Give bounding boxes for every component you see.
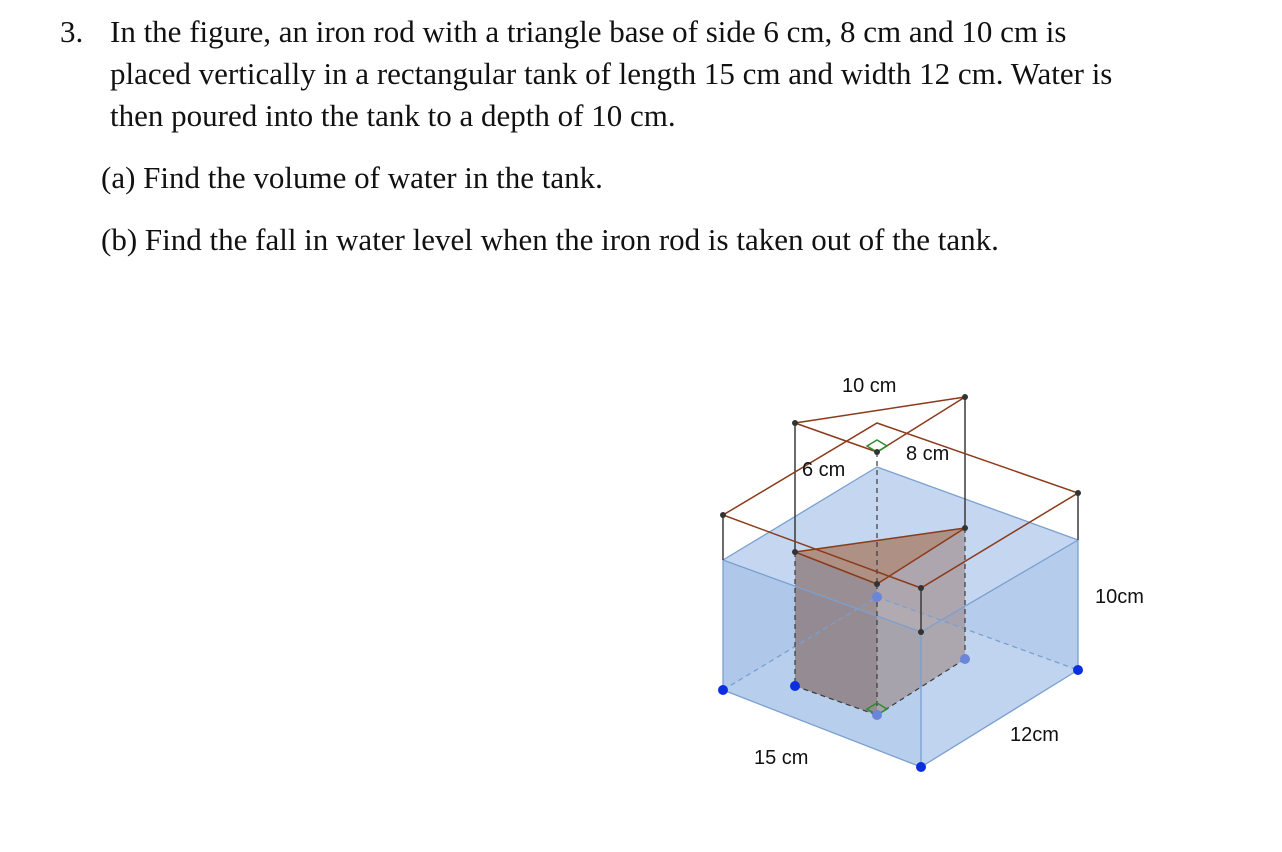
label-leg-short: 6 cm (802, 459, 846, 481)
part-a-text: (a) Find the volume of water in the tank. (101, 160, 603, 195)
label-tank-height: 10cm (1095, 586, 1144, 608)
question-text-line-2: placed vertically in a rectangular tank of length 15 cm and width 12 cm. Water is (110, 56, 1113, 91)
question-text-line-1: In the figure, an iron rod with a triangle base of side 6 cm, 8 cm and 10 cm is (110, 14, 1067, 49)
label-hypotenuse: 10 cm (842, 375, 897, 397)
question-text-line-3: then poured into the tank to a depth of 10 cm. (110, 98, 676, 133)
part-b-text: (b) Find the fall in water level when the iron rod is taken out of the tank. (101, 222, 999, 257)
question-number: 3. (60, 14, 84, 49)
label-leg-long: 8 cm (906, 443, 950, 465)
label-tank-width: 12cm (1010, 724, 1059, 746)
label-tank-length: 15 cm (754, 747, 809, 769)
